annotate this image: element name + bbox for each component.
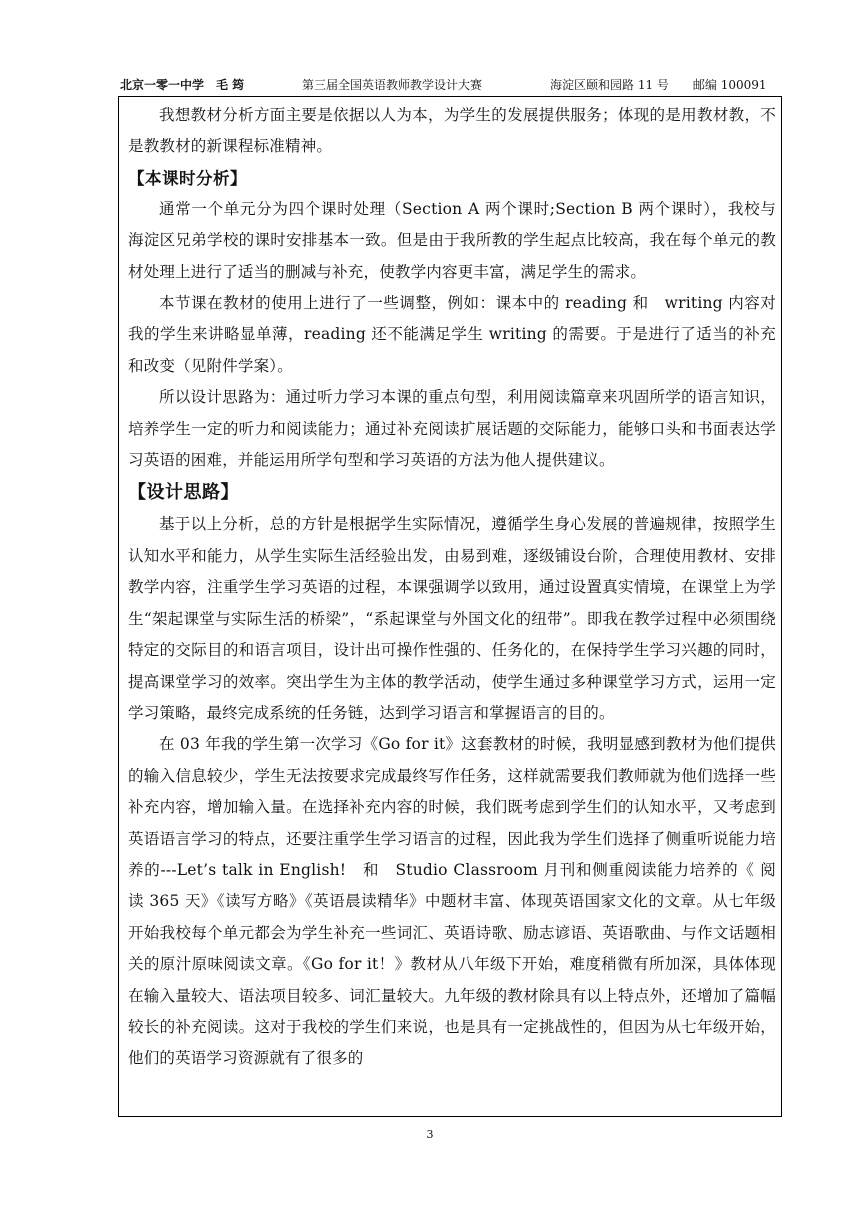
section-heading-design-ideas: 【设计思路】 bbox=[128, 482, 239, 504]
lesson-analysis-paragraph-1: 通常一个单元分为四个课时处理（Section A 两个课时;Section B 两个课时），我校与海淀区兄弟学校的课时安排基本一致。但是由于我所教的学生起点比较高，我在每个单元的教材处理上进行了适当的删减与补充，使教学内容更丰富，满足学生的需求。 bbox=[128, 199, 776, 281]
header-address: 海淀区颐和园路 11 号 邮编 100091 bbox=[550, 78, 767, 92]
design-ideas-paragraph-2: 在 03 年我的学生第一次学习《Go for it》这套教材的时候，我明显感到教材为他们提供的输入信息较少，学生无法按要求完成最终写作任务，这样就需要我们教师就为他们选择一些补充内容，增加输入量。在选择补充内容的时候，我们既考虑到学生们的认知水平，又考虑到英语语言学习的特点，还要注重学生学习语言的过程，因此我为学生们选择了侧重听说能力培养的---Let’s talk in English! 和 Studio Classroom 月刊和侧重阅读能力培养的《 阅读 365 天》《读写方略》《英语晨读精华》中题材丰富、体现英语国家文化的文章。从七年级开始我校每个单元都会为学生补充一些词汇、英语诗歌、励志谚语、英语歌曲、与作文话题相关的原汁原味阅读文章。《Go for it！》教材从八年级下开始，难度稍微有所加深，具体体现在输入量较大、语法项目较多、词汇量较大。九年级的教材除具有以上特点外，还增加了篇幅较长的补充阅读。这对于我校的学生们来说，也是具有一定挑战性的，但因为从七年级开始，他们的英语学习资源就有了很多的 bbox=[128, 735, 776, 1068]
page-header bbox=[118, 76, 782, 97]
lesson-analysis-paragraph-3: 所以设计思路为：通过听力学习本课的重点句型，利用阅读篇章来巩固所学的语言知识，培养学生一定的听力和阅读能力；通过补充阅读扩展话题的交际能力，能够口头和书面表达学习英语的困难，并能运用所学句型和学习英语的方法为他人提供建议。 bbox=[128, 388, 776, 470]
page-number: 3 bbox=[426, 1128, 434, 1141]
section-heading-lesson-analysis: 【本课时分析】 bbox=[128, 168, 247, 188]
lesson-analysis-paragraph-2: 本节课在教材的使用上进行了一些调整，例如：课本中的 reading 和 writing 内容对我的学生来讲略显单薄，reading 还不能满足学生 writing 的需要。于是进行了适当的补充和改变（见附件学案）。 bbox=[128, 294, 776, 375]
design-ideas-paragraph-1: 基于以上分析，总的方针是根据学生实际情况，遵循学生身心发展的普遍规律，按照学生认知水平和能力，从学生实际生活经验出发，由易到难，逐级铺设台阶，合理使用教材、安排教学内容，注重学生学习英语的过程，本课强调学以致用，通过设置真实情境，在课堂上为学生“架起课堂与实际生活的桥梁”，“系起课堂与外国文化的纽带”。即我在教学过程中必须围绕特定的交际目的和语言项目，设计出可操作性强的、任务化的，在保持学生学习兴趣的同时，提高课堂学习的效率。突出学生为主体的教学活动，使学生通过多种课堂学习方式，运用一定学习策略，最终完成系统的任务链，达到学习语言和掌握语言的目的。 bbox=[128, 515, 776, 722]
header-contest-name: 第三届全国英语教师教学设计大赛 bbox=[302, 78, 483, 92]
document-body bbox=[128, 100, 776, 1075]
intro-paragraph: 我想教材分析方面主要是依据以人为本，为学生的发展提供服务；体现的是用教材教，不是教教材的新课程标准精神。 bbox=[128, 106, 776, 156]
header-school-author: 北京一零一中学 毛 筠 bbox=[120, 78, 245, 92]
